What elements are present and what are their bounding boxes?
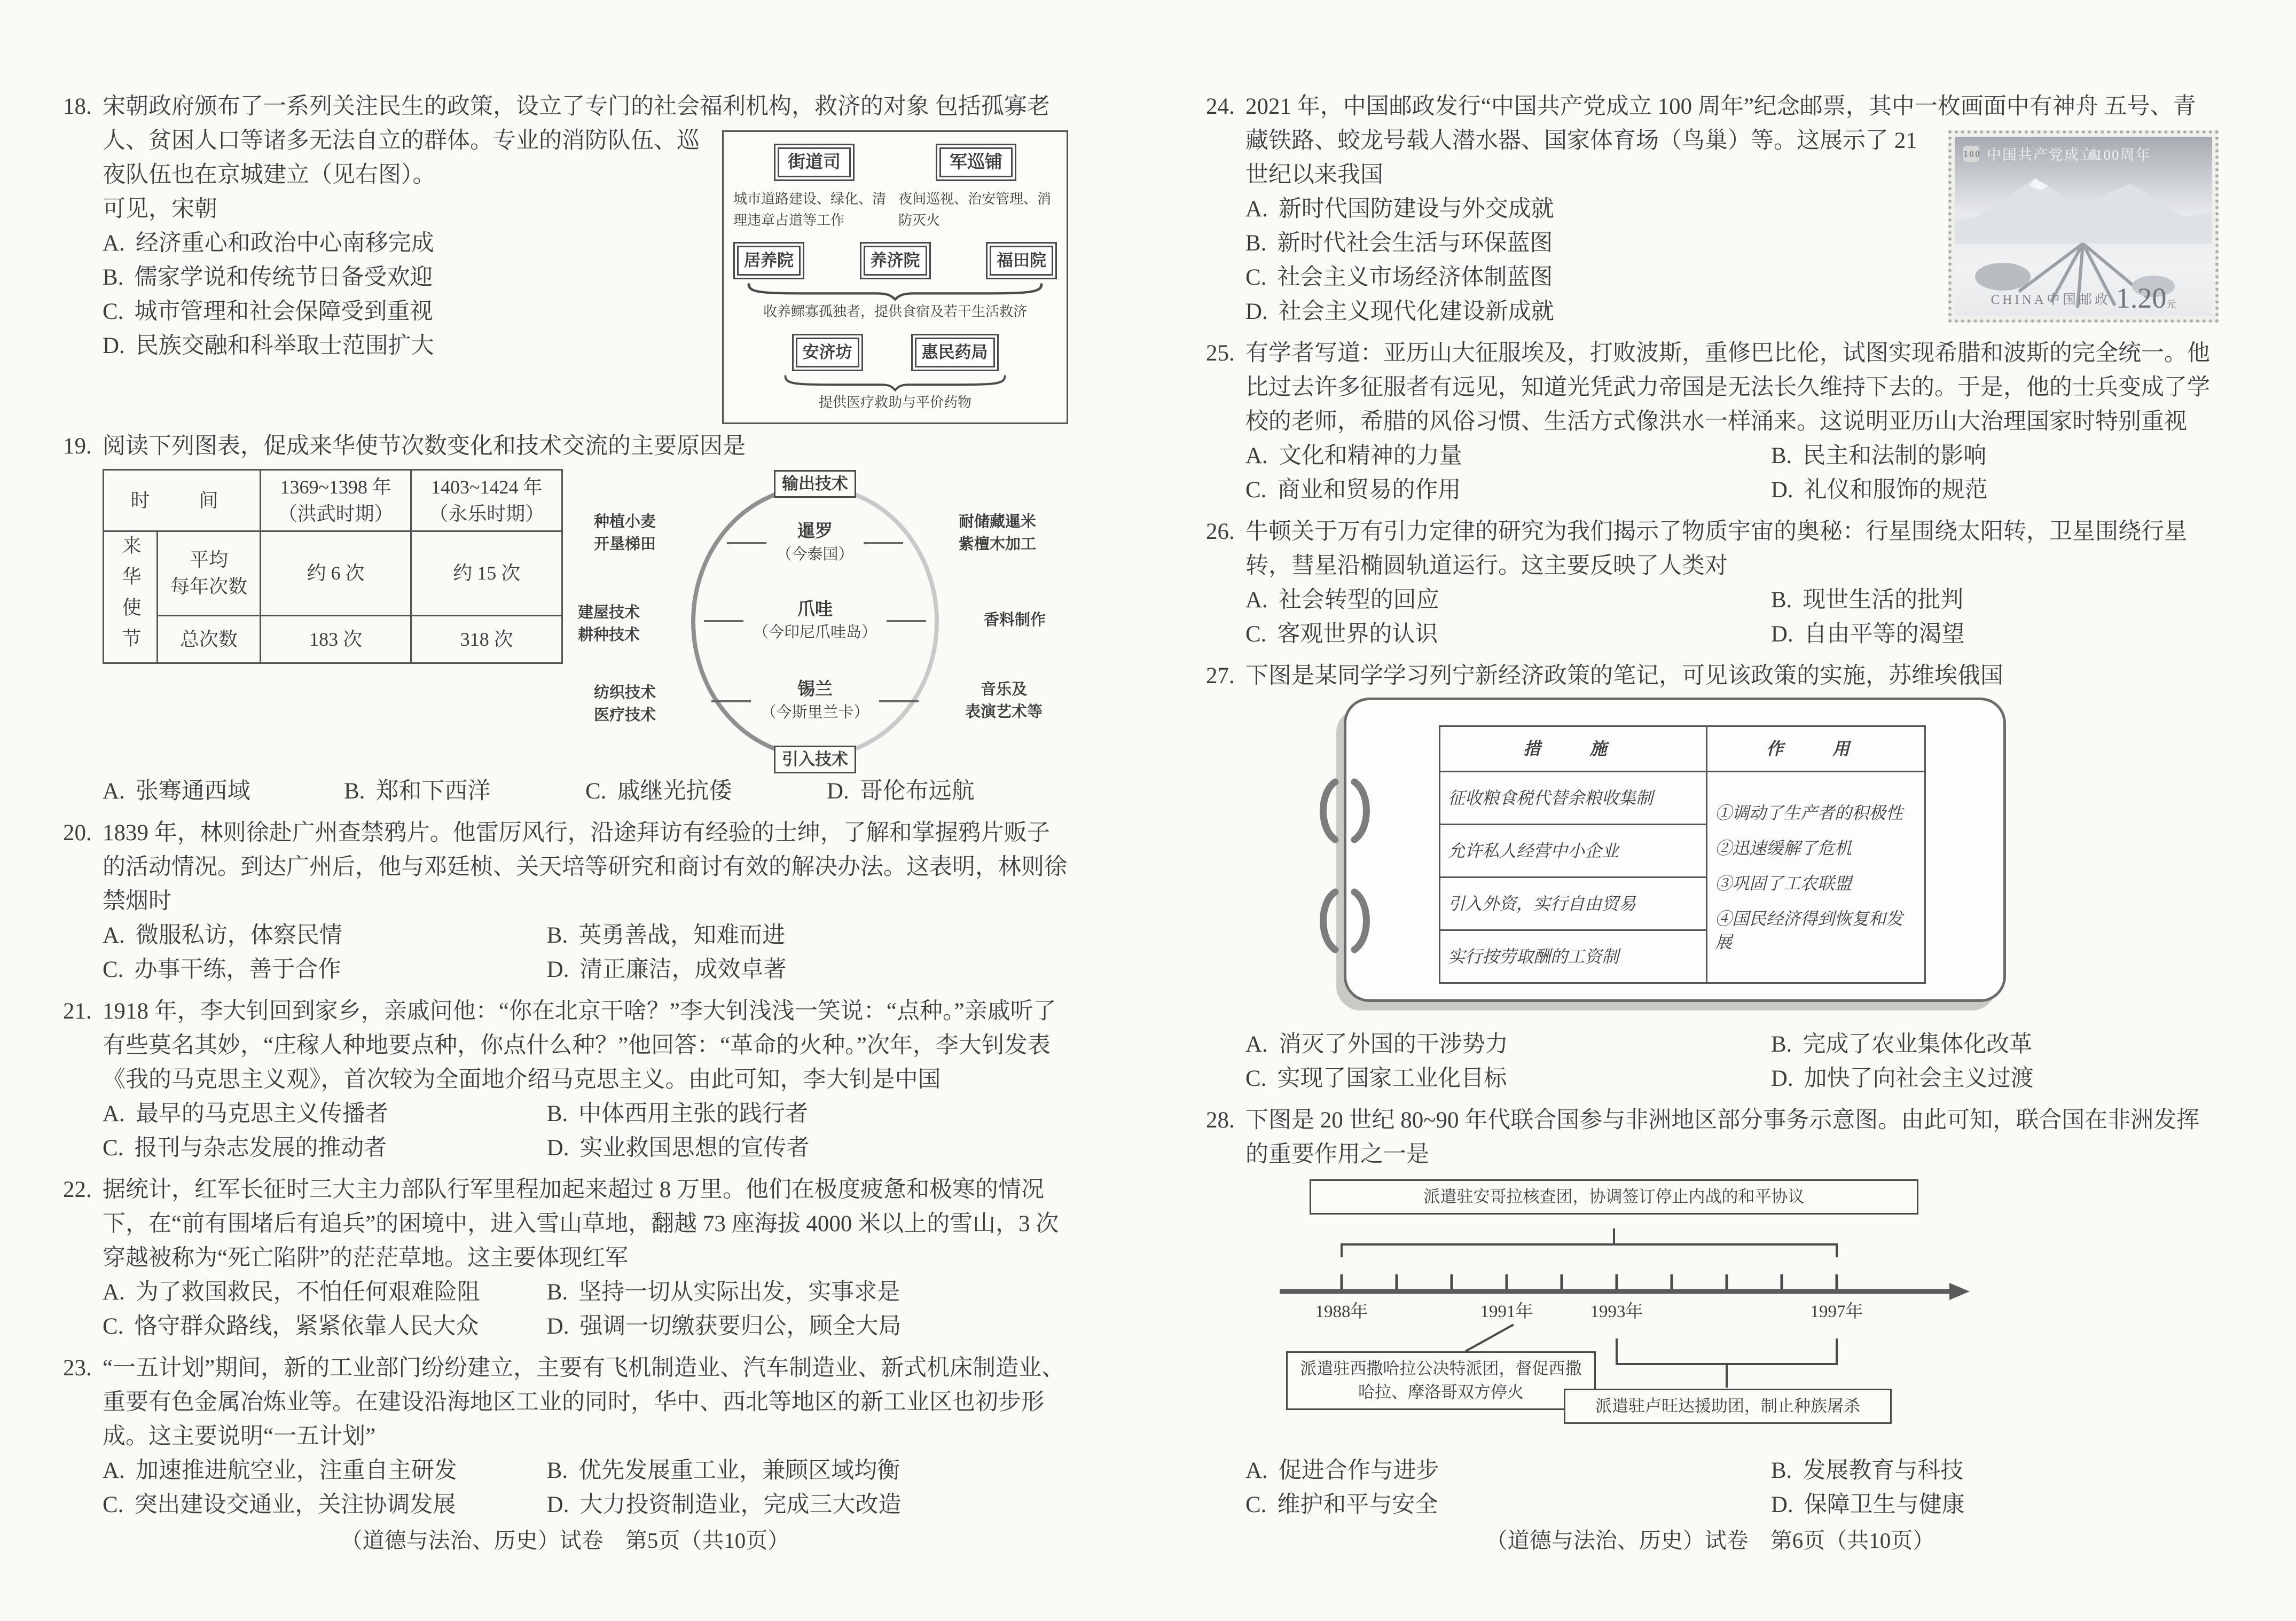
underbrace-icon (783, 374, 1007, 391)
page-6 (1206, 90, 2219, 1530)
question-26-number: 26. (1206, 519, 1235, 544)
q18-desc-left: 城市道路建设、绿化、清理违章占道等工作 (733, 191, 887, 228)
notes-measure-4: 实行按劳取酬的工资制 (1440, 930, 1707, 983)
question-18-number: 18. (63, 94, 92, 119)
question-24-body (1245, 90, 2219, 329)
q18-stem-rest: 包括孤寡老人、贫困人口等诸多无法自立的群体。专业的消防队伍、巡夜队伍也在京城建立（见右图）。 (103, 94, 1050, 187)
q18-box-futianyuan: 福田院 (986, 242, 1057, 279)
notes-effect-3: ③巩固了工农联盟 (1714, 873, 1852, 893)
notes-effect-4: ④国民经济得到恢复和发展 (1714, 909, 1903, 952)
q19-export-tech-box: 输出技术 (774, 470, 856, 498)
stamp-denomination-unit: 元 (2166, 299, 2176, 310)
q22-option-c: C. 恪守群众路线，紧紧依靠人民大众 (103, 1314, 479, 1339)
q19-row2-value2: 318 次 (411, 615, 562, 663)
underbrace-icon (746, 283, 1045, 301)
q18-option-a: A. 经济重心和政治中心南移完成 (103, 231, 434, 256)
q19-option-a: A. 张骞通西域 (103, 779, 250, 804)
q20-option-c: C. 办事干练，善于合作 (103, 957, 341, 982)
question-21 (63, 994, 1068, 1165)
q19-label-building: 建屋技术 耕种技术 (578, 604, 640, 644)
binder-ring-icon (1313, 888, 1377, 954)
q22-stem: 据统计，红军长征时三大主力部队行军里程加起来超过 8 万里。他们在极度疲惫和极寒的情况下，在“前有围堵后有追兵”的困境中，进入雪山草地，翻越 73 座海拔 4000 米以上的雪山，3 次穿越被称为“死亡陷阱”的茫茫草地。这主要体现红军 (103, 1177, 1059, 1271)
q19-row1-value1: 约 6 次 (260, 531, 411, 616)
timeline-year-1991: 1991年 (1480, 1302, 1533, 1321)
q23-option-c: C. 突出建设交通业，关注协调发展 (103, 1492, 456, 1517)
q18-box-anjifang: 安济坊 (792, 334, 863, 371)
q22-option-b: B. 坚持一切从实际出发，实事求是 (546, 1280, 900, 1305)
question-19-number: 19. (63, 434, 92, 459)
party-centenary-emblem-icon: 100 (1963, 146, 1979, 162)
question-27-body (1245, 659, 2219, 1096)
notes-effect-1: ①调动了生产者的积极性 (1714, 803, 1903, 823)
q18-caption-1: 收养鳏寡孤独者，提供食宿及若干生活救济 (763, 304, 1027, 319)
q22-option-a: A. 为了救国救民，不怕任何艰难险阻 (103, 1280, 480, 1305)
nep-notes-table (1439, 725, 1926, 984)
q24-option-c: C. 社会主义市场经济体制蓝图 (1245, 265, 1553, 290)
question-28 (1206, 1103, 2219, 1522)
q28-stem: 下图是 20 世纪 80~90 年代联合国参与非洲地区部分事务示意图。由此可知，联合国在非洲发挥的重要作用之一是 (1245, 1108, 2200, 1167)
question-22-body (103, 1173, 1068, 1344)
question-25-number: 25. (1206, 341, 1235, 366)
q19-import-tech-box: 引入技术 (774, 746, 856, 773)
q19-row1-value2: 约 15 次 (411, 531, 562, 616)
timeline-year-1988: 1988年 (1315, 1302, 1368, 1321)
q19-label-music: 音乐及 表演艺术等 (965, 681, 1043, 721)
q21-option-a: A. 最早的马克思主义传播者 (103, 1101, 388, 1126)
question-20-number: 20. (63, 820, 92, 845)
question-25-body (1245, 336, 2219, 507)
timeline-year-1993: 1993年 (1590, 1302, 1643, 1321)
q24-stamp (1948, 130, 2219, 323)
q25-stem: 有学者写道：亚历山大征服埃及，打败波斯，重修巴比伦，试图实现希腊和波斯的完全统一。他比过去许多征服者有远见，知道光凭武力帝国是无法长久维持下去的。于是，他的士兵变成了学校的老师，希腊的风俗习惯、生活方式像洪水一样涌来。这说明亚历山大治理国家时特别重视 (1245, 341, 2210, 434)
q24-option-a: A. 新时代国防建设与外交成就 (1245, 197, 1554, 222)
q19-table-header-time: 时 间 (104, 470, 261, 531)
q25-option-a: A. 文化和精神的力量 (1245, 443, 1462, 468)
question-22-number: 22. (63, 1177, 92, 1202)
timeline-angola-box: 派遣驻安哥拉核查团，协调签订停止内战的和平协议 (1310, 1179, 1918, 1215)
question-26-body (1245, 515, 2219, 652)
q27-option-c: C. 实现了国家工业化目标 (1245, 1066, 1507, 1091)
question-19 (63, 429, 1068, 809)
timeline-western-sahara-box: 派遣驻西撒哈拉公决特派团，督促西撒哈拉、摩洛哥双方停火 (1286, 1351, 1596, 1410)
q25-option-c: C. 商业和贸易的作用 (1245, 477, 1461, 503)
q28-un-africa-timeline (1267, 1179, 2207, 1451)
q20-option-b: B. 英勇善战，知难而进 (546, 923, 786, 948)
q18-option-c: C. 城市管理和社会保障受到重视 (103, 299, 433, 324)
question-21-number: 21. (63, 999, 92, 1024)
q28-option-b: B. 发展教育与科技 (1770, 1458, 1964, 1483)
q19-stem: 阅读下列图表，促成来华使节次数变化和技术交流的主要原因是 (103, 434, 746, 459)
question-27-number: 27. (1206, 663, 1235, 688)
binder-ring-icon (1313, 778, 1377, 844)
q19-row2-label: 总次数 (158, 615, 261, 663)
q27-option-a: A. 消灭了外国的干涉势力 (1245, 1032, 1508, 1057)
q27-option-b: B. 完成了农业集体化改革 (1770, 1032, 2033, 1057)
q23-option-d: D. 大力投资制造业，完成三大改造 (546, 1492, 902, 1517)
page-5-footer: （道德与法治、历史）试卷 第5页（共10页） (340, 1528, 790, 1553)
q19-option-b: B. 郑和下西洋 (344, 779, 491, 804)
q18-box-yangjiyuan: 养济院 (860, 242, 931, 279)
notes-effects-cell (1706, 772, 1925, 983)
q20-stem: 1839 年，林则徐赴广州查禁鸦片。他雷厉风行，沿途拜访有经验的士绅，了解和掌握鸦片贩子的活动情况。到达广州后，他与邓廷桢、关天培等研究和商讨有效的解决办法。这表明，林则徐禁烟时 (103, 820, 1067, 914)
notes-measure-3: 引入外资，实行自由贸易 (1440, 878, 1707, 930)
q26-option-c: C. 客观世界的认识 (1245, 622, 1438, 647)
page-6-footer: （道德与法治、历史）试卷 第6页（共10页） (1485, 1528, 1935, 1553)
q19-table-rowgroup-label: 来华使节 (104, 531, 158, 663)
stamp-bottom-row (1955, 282, 2212, 314)
q21-option-d: D. 实业救国思想的宣传者 (546, 1136, 810, 1161)
q19-options-row (103, 774, 1068, 809)
q19-label-spice: 香料制作 (983, 612, 1046, 629)
q19-envoy-table (103, 469, 563, 664)
q19-option-d: D. 哥伦布远航 (827, 779, 975, 804)
q24-stem-rest: 五号、青藏铁路、蛟龙号载人潜水器、国家体育场（鸟巢）等。这展示了 21 世纪以来我国 (1245, 94, 2196, 187)
stamp-post-label: CHINA中国邮政 (1991, 293, 2111, 307)
q18-box-juyangyuan: 居养院 (733, 242, 804, 279)
notes-measure-1: 征收粮食税代替余粮收集制 (1440, 772, 1707, 825)
timeline-year-1997: 1997年 (1810, 1302, 1863, 1321)
question-24-number: 24. (1206, 94, 1235, 119)
q23-stem: “一五计划”期间，新的工业部门纷纷建立，主要有飞机制造业、汽车制造业、新式机床制造业、重要有色金属冶炼业等。在建设沿海地区工业的同时，华中、西北等地区的新工业区也初步形成。这主要说明“一五计划” (103, 1356, 1065, 1449)
question-25 (1206, 336, 2219, 507)
timeline-rwanda-box: 派遣驻卢旺达援助团，制止种族屠杀 (1564, 1389, 1892, 1424)
question-23 (63, 1351, 1068, 1522)
page-5 (63, 90, 1068, 1530)
q18-option-d: D. 民族交融和科举取士范围扩大 (103, 333, 434, 358)
q25-option-b: B. 民主和法制的影响 (1770, 443, 1987, 468)
question-21-body (103, 994, 1068, 1165)
notes-measure-2: 允许私人经营中小企业 (1440, 825, 1707, 878)
q18-box-junxunpu: 军巡铺 (936, 144, 1016, 181)
q27-notebook-figure (1304, 698, 2020, 1025)
q21-stem: 1918 年，李大钊回到家乡，亲戚问他：“你在北京干啥？”李大钊浅浅一笑说：“点种。”亲戚听了有些莫名其妙，“庄稼人种地要点种，你点什么种？”他回答：“革命的火种。”次年，李大钊发表《我的马克思主义观》，首次较为全面地介绍马克思主义。由此可知，李大钊是中国 (103, 999, 1056, 1092)
q18-box-jiedaosi: 街道司 (774, 144, 855, 181)
q19-label-rice: 耐储藏暹米 紫檀木加工 (958, 513, 1036, 553)
q19-row1-label: 平均 每年次数 (158, 531, 261, 616)
q19-option-c: C. 戚继光抗倭 (585, 779, 732, 804)
q24-stem-line1: 2021 年，中国邮政发行“中国共产党成立 100 周年”纪念邮票，其中一枚画面中有神舟 (1245, 94, 2098, 119)
question-22 (63, 1173, 1068, 1344)
q18-box-huiminyaoju: 惠民药局 (911, 334, 999, 371)
q25-option-d: D. 礼仪和服饰的规范 (1770, 477, 1988, 503)
q23-option-a: A. 加速推进航空业，注重自主研发 (103, 1458, 457, 1483)
q19-table-header-period1: 1369~1398 年 （洪武时期） (260, 470, 411, 531)
q18-figure-float (722, 130, 1068, 424)
question-27 (1206, 659, 2219, 1096)
question-26 (1206, 515, 2219, 652)
q26-option-b: B. 现世生活的批判 (1770, 588, 1964, 613)
q28-option-d: D. 保障卫生与健康 (1770, 1492, 1965, 1517)
q27-option-d: D. 加快了向社会主义过渡 (1770, 1066, 2034, 1091)
q24-stamp-float (1948, 130, 2219, 323)
q19-figure-row (103, 469, 1068, 771)
stamp-title-row (1963, 143, 2207, 164)
question-28-body (1245, 1103, 2219, 1522)
q18-option-b: B. 儒家学说和传统节日备受欢迎 (103, 265, 433, 290)
notes-header-measures: 措 施 (1440, 726, 1707, 772)
question-18-body (103, 90, 1068, 410)
q19-row2-value1: 183 次 (260, 615, 411, 663)
notes-header-effects: 作 用 (1706, 726, 1925, 772)
q19-country-ceylon: 锡兰 （今斯里兰卡） (575, 678, 1055, 724)
q18-welfare-diagram (722, 130, 1068, 424)
q18-caption-2: 提供医疗救助与平价药物 (818, 395, 971, 410)
q19-table-header-period2: 1403~1424 年 （永乐时期） (411, 470, 562, 531)
q28-option-a: A. 促进合作与进步 (1245, 1458, 1439, 1483)
q19-country-java: 爪哇 （今印尼爪哇岛） (575, 598, 1055, 644)
q18-stem-line1: 宋朝政府颁布了一系列关注民生的政策，设立了专门的社会福利机构，救济的对象 (103, 94, 929, 119)
notes-effect-2: ②迅速缓解了危机 (1714, 838, 1852, 858)
question-18 (63, 90, 1068, 410)
question-23-body (103, 1351, 1068, 1522)
q27-stem: 下图是某同学学习列宁新经济政策的笔记，可见该政策的实施，苏维埃俄国 (1245, 663, 2003, 688)
stamp-denomination: 1.20 (2115, 282, 2167, 314)
q24-option-b: B. 新时代社会生活与环保蓝图 (1245, 231, 1553, 256)
q21-option-b: B. 中体西用主张的践行者 (546, 1101, 809, 1126)
q19-label-wheat: 种植小麦 开垦梯田 (594, 513, 656, 553)
question-20 (63, 816, 1068, 987)
question-20-body (103, 816, 1068, 987)
stamp-title: 中国共产党成立100周年 (1987, 147, 2151, 163)
question-19-body (103, 429, 1068, 809)
q26-stem: 牛顿关于万有引力定律的研究为我们揭示了物质宇宙的奥秘：行星围绕太阳转，卫星围绕行星转，彗星沿椭圆轨道运行。这主要反映了人类对 (1245, 519, 2187, 578)
q23-option-b: B. 优先发展重工业，兼顾区域均衡 (546, 1458, 900, 1483)
q20-option-d: D. 清正廉洁，成效卓著 (546, 957, 787, 982)
q22-option-d: D. 强调一切缴获要归公，顾全大局 (546, 1314, 902, 1339)
q18-desc-right: 夜间巡视、治安管理、消防灭火 (898, 191, 1052, 228)
q24-option-d: D. 社会主义现代化建设新成就 (1245, 299, 1554, 324)
question-28-number: 28. (1206, 1108, 1235, 1133)
q20-option-a: A. 微服私访，体察民情 (103, 923, 342, 948)
q28-option-c: C. 维护和平与安全 (1245, 1492, 1438, 1517)
q26-option-a: A. 社会转型的回应 (1245, 588, 1439, 613)
q19-label-textile: 纺织技术 医疗技术 (594, 684, 656, 724)
question-24 (1206, 90, 2219, 329)
q26-option-d: D. 自由平等的渴望 (1770, 622, 1965, 647)
q21-option-c: C. 报刊与杂志发展的推动者 (103, 1136, 387, 1161)
question-23-number: 23. (63, 1356, 92, 1381)
q18-stem-tail: 可见，宋朝 (103, 197, 217, 222)
q19-country-siam: 暹罗 （今泰国） (575, 520, 1055, 566)
q19-technology-circle-diagram (575, 469, 1055, 771)
